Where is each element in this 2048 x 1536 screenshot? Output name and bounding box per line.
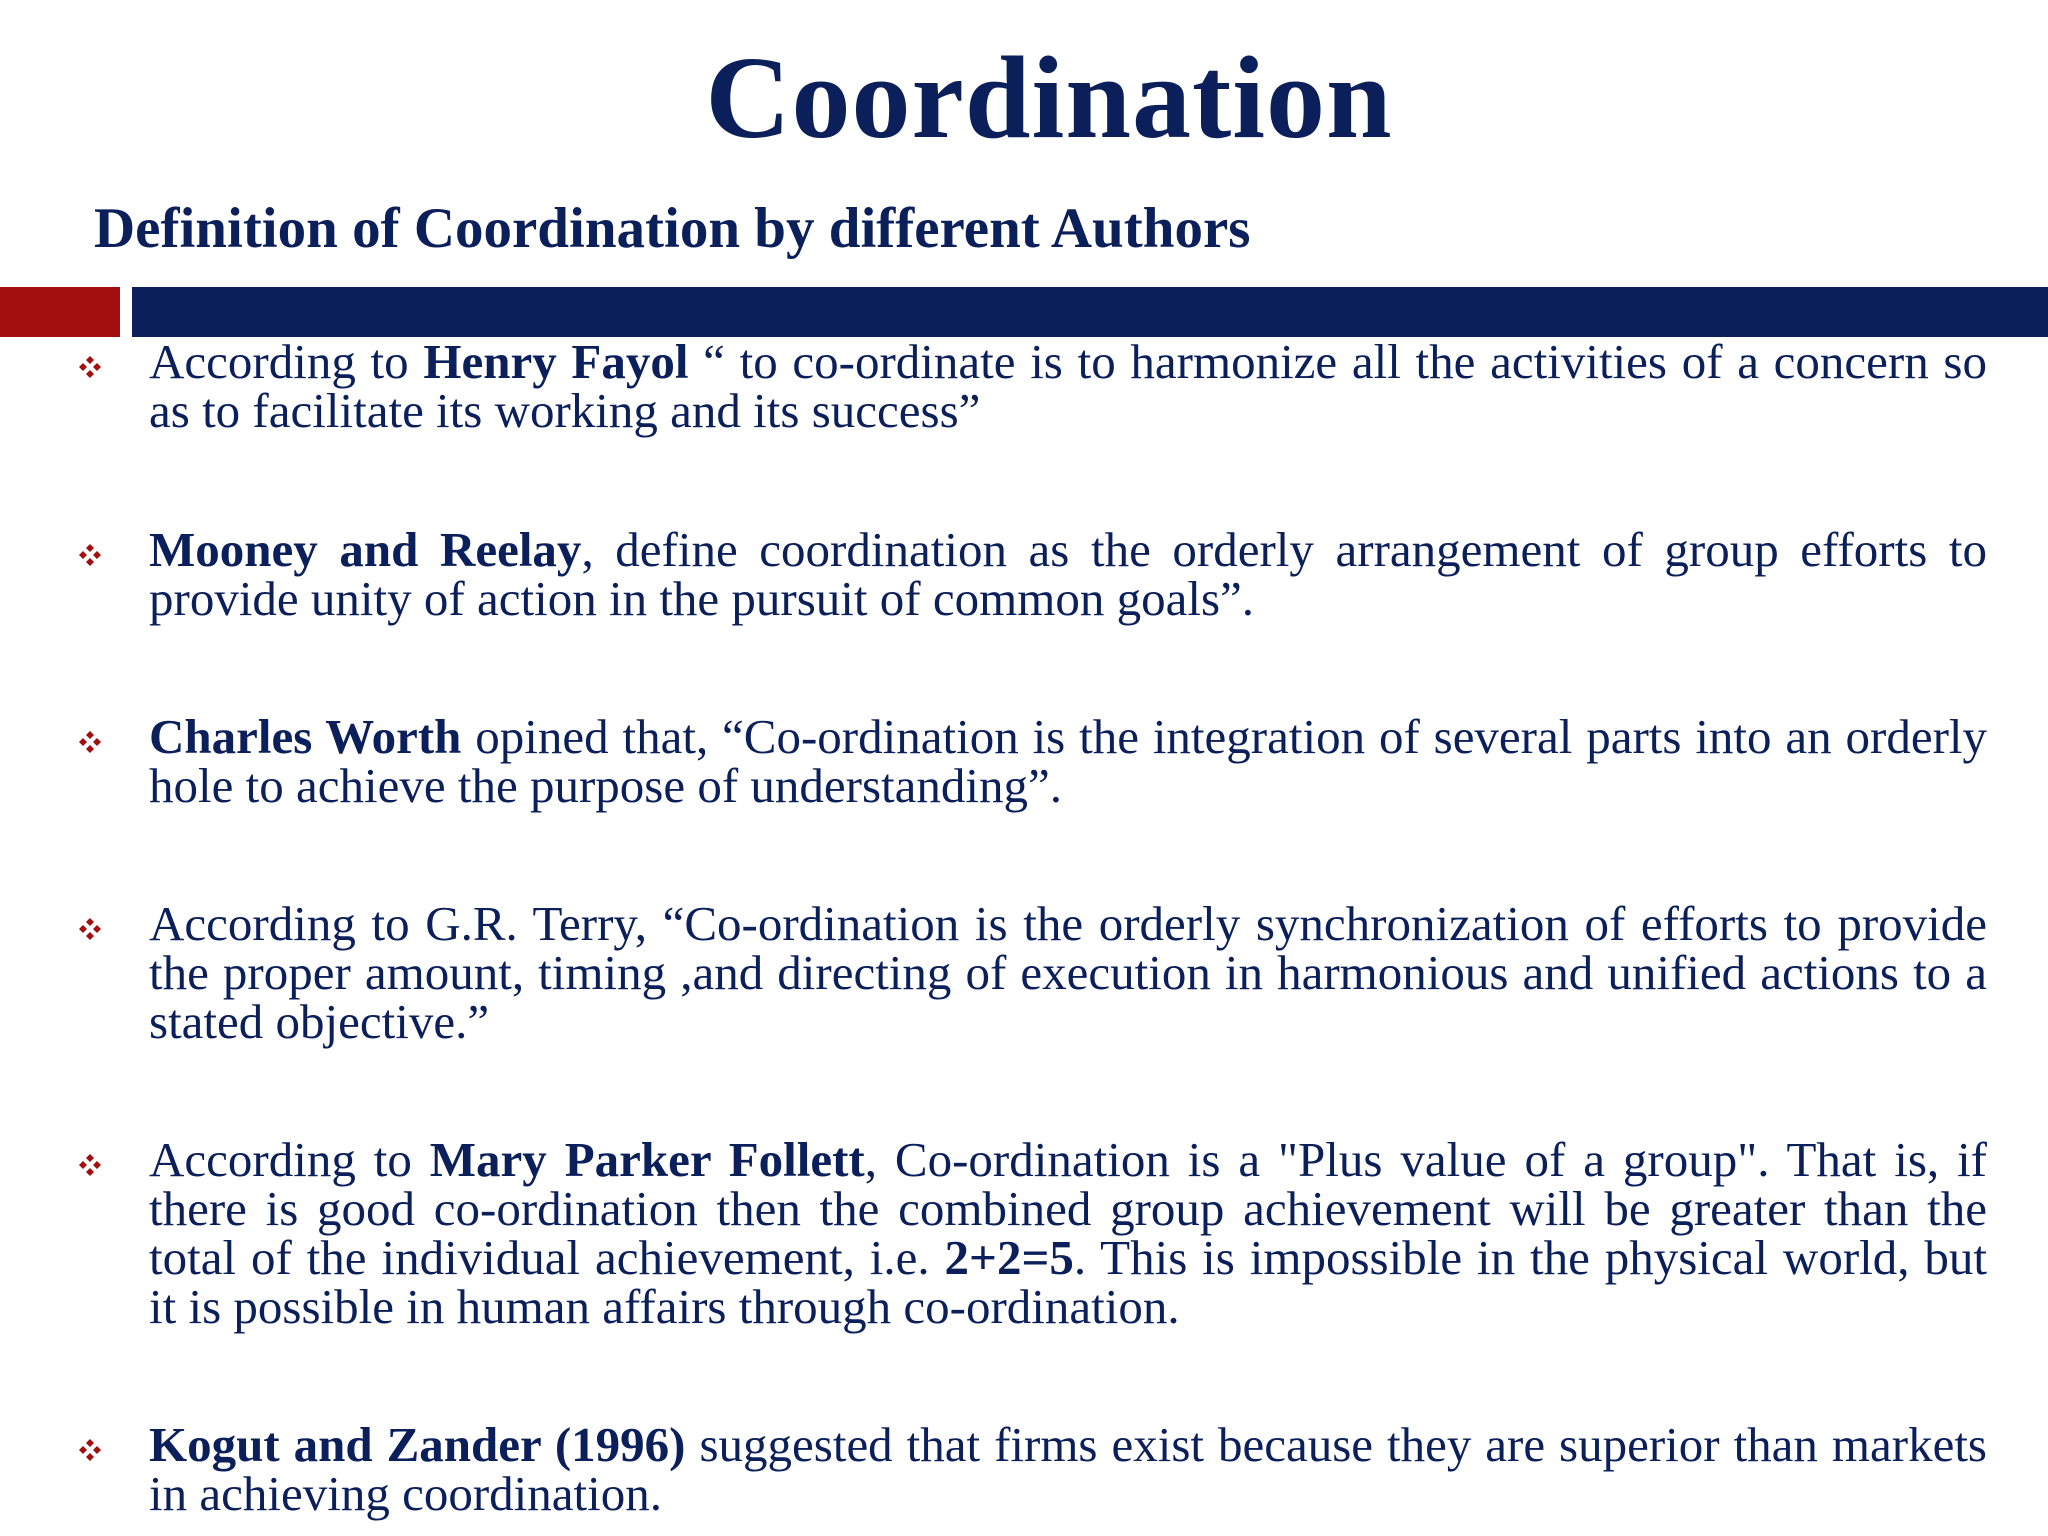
four-diamond-bullet-icon bbox=[76, 353, 104, 381]
text-segment: According to bbox=[149, 334, 424, 389]
text-segment: , define coordination as the orderly arrangement of group efforts to provide unity of action in the pursuit of common goals”. bbox=[149, 522, 1987, 626]
four-diamond-bullet-icon bbox=[76, 1436, 104, 1464]
slide-subtitle: Definition of Coordination by different Authors bbox=[94, 197, 1251, 260]
author-name: Charles Worth bbox=[149, 709, 462, 764]
definition-charles-worth bbox=[149, 709, 1988, 813]
text-segment: opined that, “Co-ordination is the integration of several parts into an orderly hole to achieve the purpose of understanding”. bbox=[149, 709, 1988, 813]
text-segment: suggested that firms exist because they are superior than markets in achieving coordination. bbox=[149, 1417, 1987, 1521]
definition-kogut-zander bbox=[149, 1417, 1987, 1521]
four-diamond-bullet-icon bbox=[76, 915, 104, 943]
equation: 2+2=5 bbox=[944, 1230, 1074, 1285]
author-name: Mary Parker Follett bbox=[429, 1132, 865, 1187]
text-segment: According to G.R. Terry, “Co-ordination is the orderly synchronization of efforts to provide the proper amount, timing ,and directing of execution in harmonious and unified actions to a stated objective.” bbox=[149, 896, 1987, 1049]
text-segment: According to bbox=[149, 1132, 430, 1187]
author-name: Kogut and Zander (1996) bbox=[149, 1417, 686, 1472]
text-segment: , Co-ordination is a "Plus value of a group". That is, if there is good co-ordination then the combined group achievement will be greater than the total of the individual achievement, i.e. bbox=[149, 1132, 1988, 1285]
four-diamond-bullet-icon bbox=[76, 1151, 104, 1179]
definition-mooney-reelay bbox=[149, 522, 1987, 626]
slide-title: Coordination bbox=[705, 32, 1393, 163]
definition-mary-parker-follett bbox=[149, 1132, 1988, 1334]
author-name: Henry Fayol bbox=[423, 334, 689, 389]
text-segment: “ to co-ordinate is to harmonize all the activities of a concern so as to facilitate its working and its success” bbox=[149, 334, 1987, 438]
four-diamond-bullet-icon bbox=[76, 541, 104, 569]
author-name: Mooney and Reelay bbox=[149, 522, 582, 577]
text-segment: . This is impossible in the physical world, but it is possible in human affairs through co-ordination. bbox=[149, 1230, 1988, 1334]
definition-gr-terry bbox=[149, 896, 1987, 1049]
four-diamond-bullet-icon bbox=[76, 728, 104, 756]
definition-henry-fayol bbox=[149, 334, 1987, 438]
